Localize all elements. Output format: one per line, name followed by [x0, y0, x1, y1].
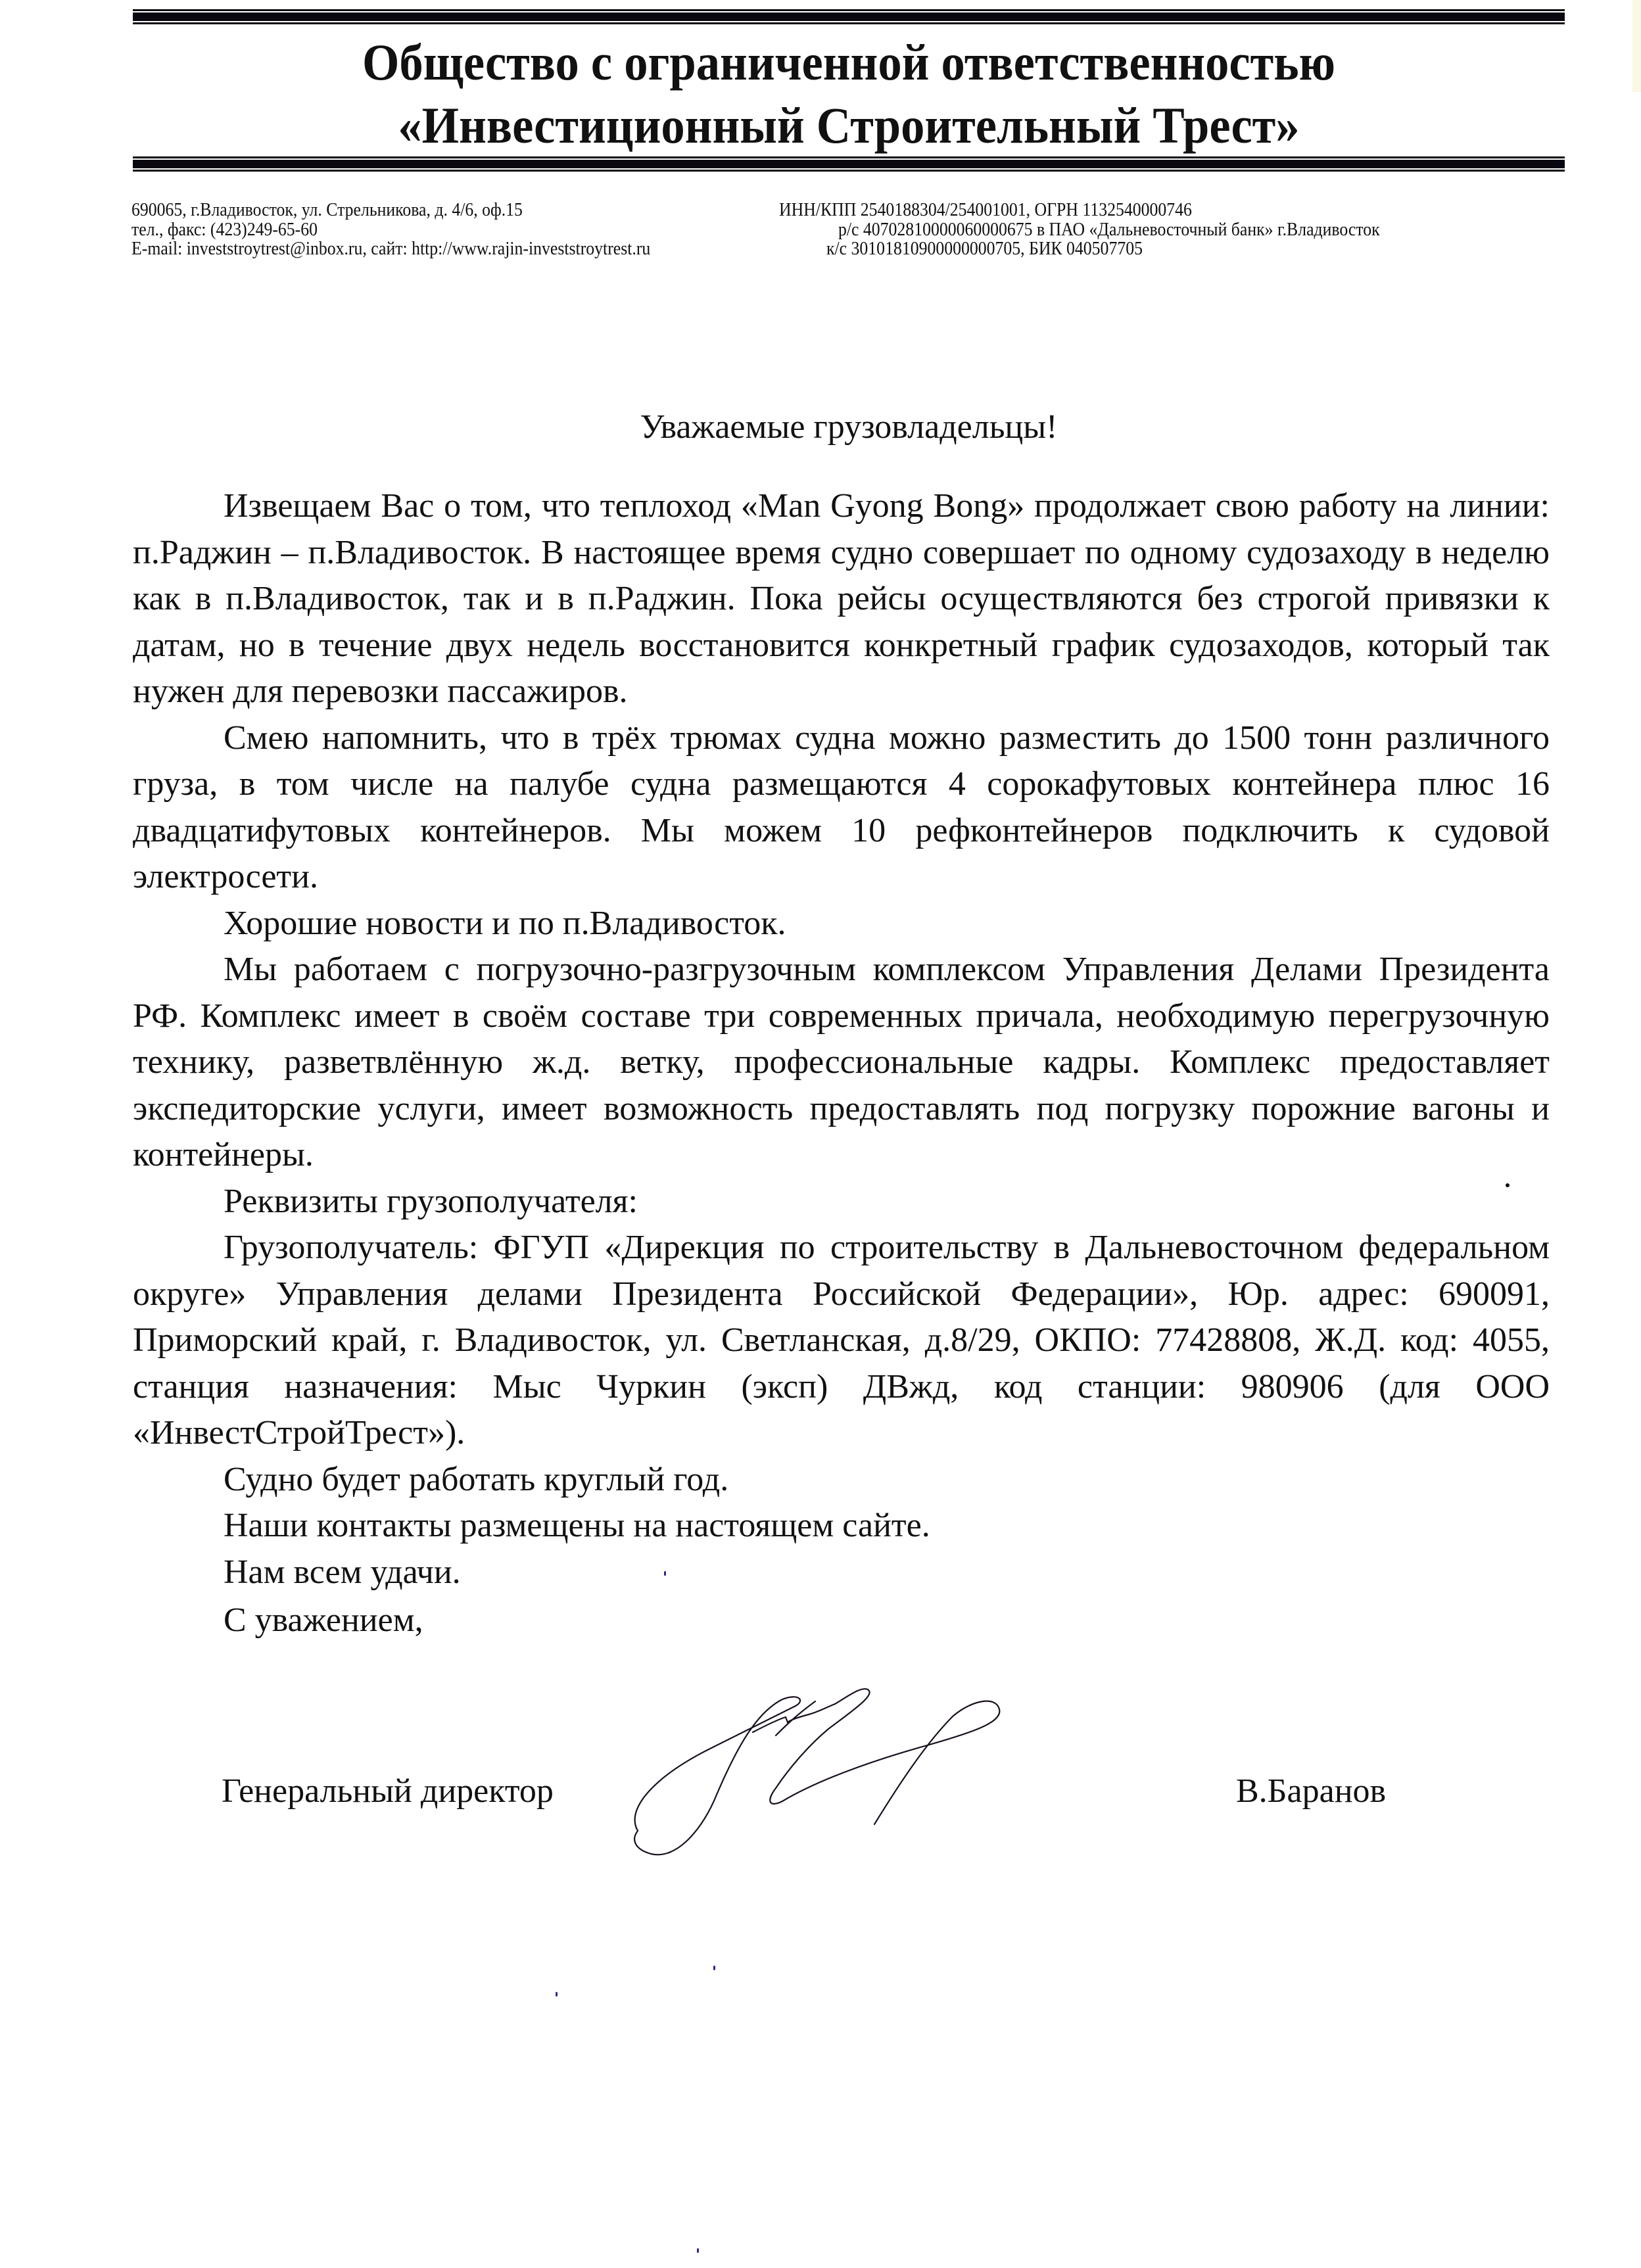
header-rule-top [133, 9, 1565, 24]
company-phone-fax: тел., факс: (423)249-65-60 [131, 220, 318, 240]
company-email-website: E-mail: investstroytrest@inbox.ru, сайт: http://www.rajin-investstroytrest.ru [131, 239, 651, 259]
letter-closing: С уважением, [224, 1601, 423, 1639]
scan-edge-strip [1632, 0, 1641, 92]
paragraph-vessel-service: Извещаем Вас о том, что теплоход «Man Gyong Bong» продолжает свою работу на линии: п.Раджин – п.Владивосток. В настоящее время судно совершает по одному судозаходу в неделю как в п.Владивосток, так и в п.Раджин. Пока рейсы осуществляются без строгой привязки к датам, но в течение двух недель восстановится конкретный график судозаходов, который так нужен для перевозки пассажиров. [133, 487, 1550, 710]
paragraph-contacts: Наши контакты размещены на настоящем сайте. [224, 1507, 930, 1544]
paragraph-good-luck: Нам всем удачи. [224, 1553, 461, 1591]
letter-body [133, 483, 1550, 1595]
signature-strokes [634, 1689, 999, 1855]
letter-greeting: Уважаемые грузовладельцы! [640, 408, 1058, 446]
paragraph-cargo-capacity: Смею напомнить, что в трёх трюмах судна можно разместить до 1500 тонн различного груза, в том числе на палубе судна размещаются 4 сорокафутовых контейнера плюс 16 двадцатифутовых контейнеров. Мы можем 10 рефконтейнеров подключить к судовой электросети. [133, 719, 1550, 895]
scan-speck [697, 2248, 699, 2253]
scan-speck [556, 1992, 558, 1996]
paragraph-port-complex: Мы работаем с погрузочно-разгрузочным комплексом Управления Делами Президента РФ. Комплекс имеет в своём составе три современных причала, необходимую перегрузочную технику, разветвлённую ж.д. ветку, профессиональные кадры. Комплекс предоставляет экспедиторские услуги, имеет возможность предоставлять под погрузку порожние вагоны и контейнеры. [133, 951, 1550, 1173]
signatory-title: Генеральный директор [222, 1772, 554, 1810]
company-inn-ogrn: ИНН/КПП 2540188304/254001001, ОГРН 1132540000746 [779, 200, 1192, 220]
company-address: 690065, г.Владивосток, ул. Стрельникова, д. 4/6, оф.15 [131, 200, 523, 220]
company-correspondent-account: к/с 30101810900000000705, БИК 040507705 [826, 239, 1143, 259]
paragraph-good-news: Хорошие новости и по п.Владивосток. [224, 904, 786, 942]
paragraph-consignee-heading: Реквизиты грузополучателя: [224, 1182, 638, 1220]
scan-speck [713, 1966, 715, 1970]
scan-speck [664, 1571, 666, 1576]
paragraph-year-round: Судно будет работать круглый год. [224, 1460, 729, 1498]
paragraph-consignee-details: Грузополучатель: ФГУП «Дирекция по строительству в Дальневосточном федеральном округе» Управления делами Президента Российской Федерации», Юр. адрес: 690091, Приморский край, г. Владивосток, ул. Светланская, д.8/29, ОКПО: 77428808, Ж.Д. код: 4055, станция назначения: Мыс Чуркин (эксп) ДВжд, код станции: 980906 (для ООО «ИнвестСтройТрест»). [133, 1229, 1550, 1452]
header-rule-bottom [133, 156, 1565, 172]
company-bank-account: р/с 40702810000060000675 в ПАО «Дальневосточный банк» г.Владивосток [838, 220, 1380, 240]
signatory-name: В.Баранов [1236, 1772, 1387, 1810]
company-title-line-2: «Инвестиционный Строительный Трест» [398, 97, 1300, 154]
company-title-line-1: Общество с ограниченной ответственностью [362, 34, 1336, 91]
stray-dot [1506, 1183, 1510, 1187]
handwritten-signature [618, 1670, 1039, 1867]
